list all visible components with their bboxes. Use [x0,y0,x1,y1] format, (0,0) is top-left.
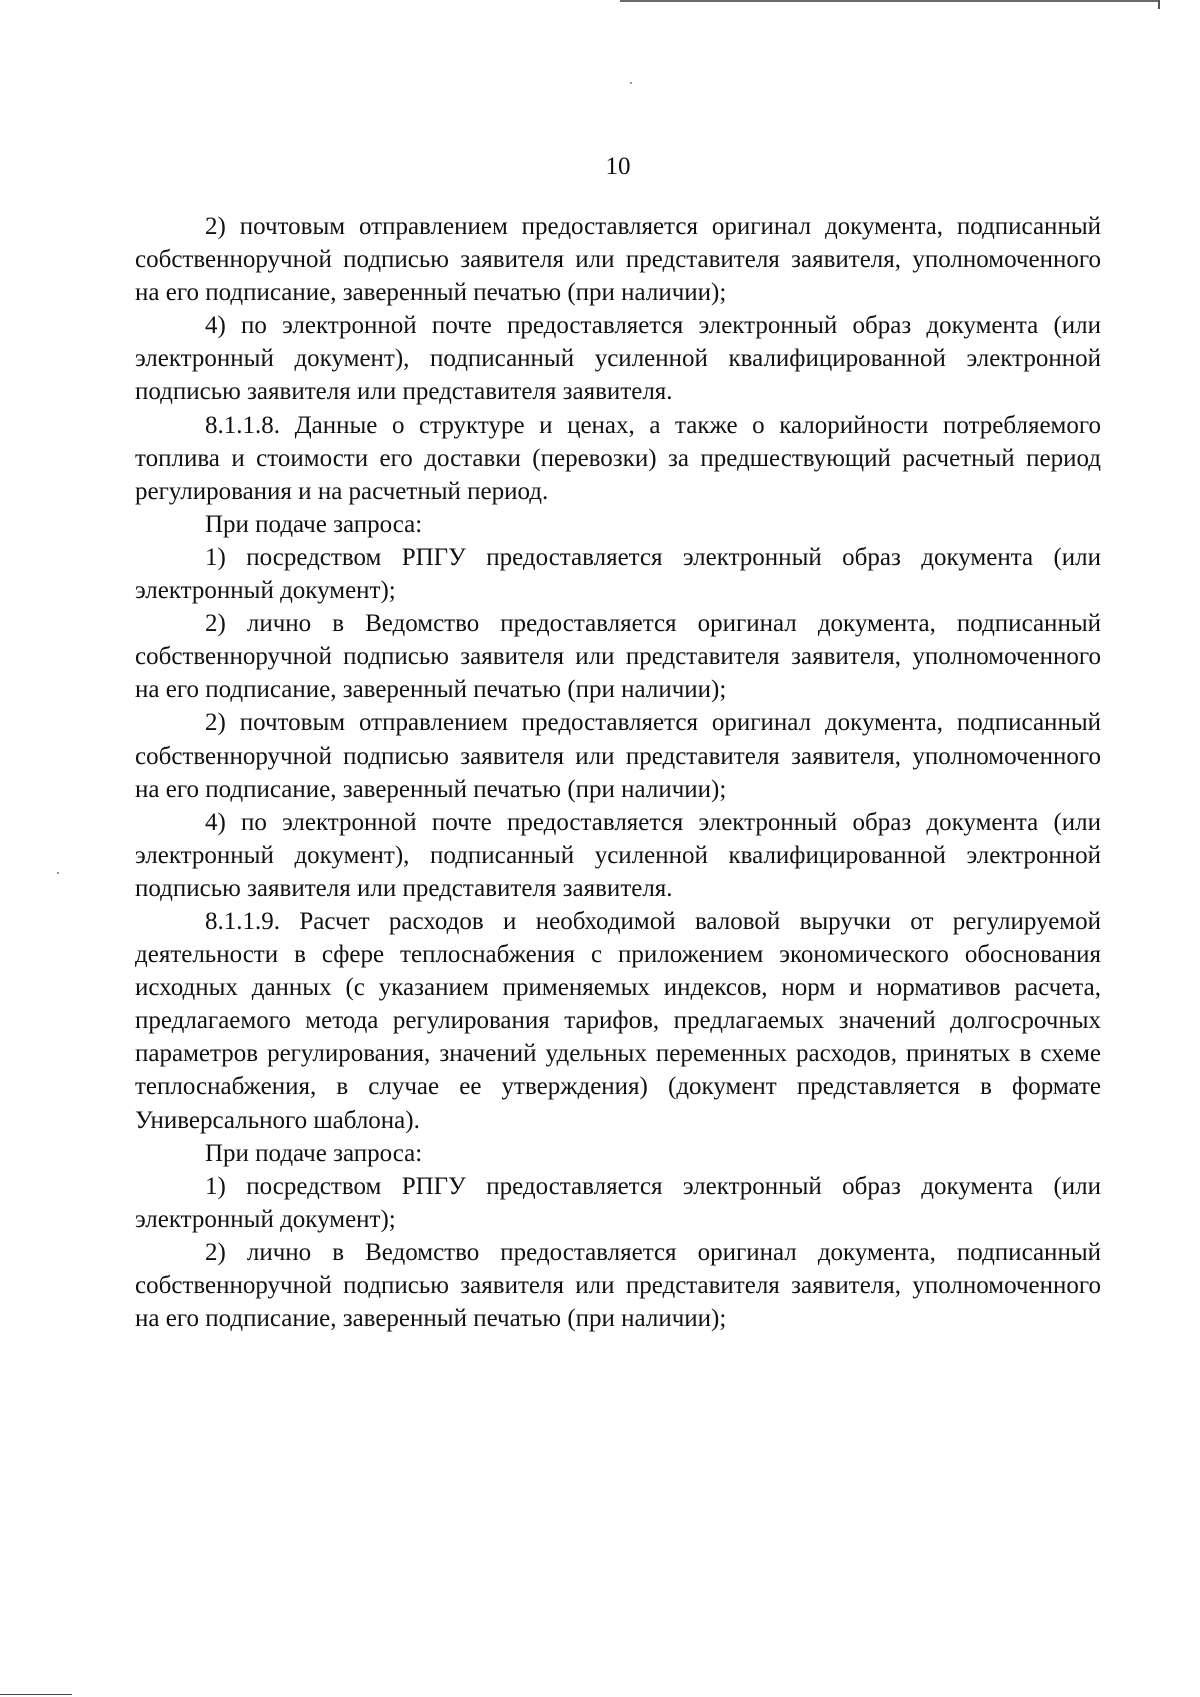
paragraph-postal-2: 2) почтовым отправлением предоставляется оригинал документа, подписанный собственноручной подписью заявителя или представителя заявителя, уполномоченного на его подписание, заверенный печатью (при наличии); [135,709,1101,803]
document-body [135,210,1101,1335]
paragraph-section-8-1-1-8: 8.1.1.8. Данные о структуре и ценах, а также о калорийности потребляемого топлива и стоимости его доставки (перевозки) за предшествующий расчетный период регулирования и на расчетный период. [135,411,1101,505]
paragraph-postal-1: 2) почтовым отправлением предоставляется оригинал документа, подписанный собственноручной подписью заявителя или представителя заявителя, уполномоченного на его подписание, заверенный печатью (при наличии); [135,213,1101,307]
paragraph-rpgu-1: 1) посредством РПГУ предоставляется электронный образ документа (или электронный документ); [135,543,1101,605]
page-number: 10 [605,153,631,180]
paragraph-request-heading-2: При подаче запроса: [205,1139,423,1167]
scan-speck [57,872,59,874]
paragraph-email-1: 4) по электронной почте предоставляется электронный образ документа (или электронный документ), подписанный усиленной квалифицированной электронной подписью заявителя или представителя заявителя. [135,312,1101,406]
paragraph-rpgu-2: 1) посредством РПГУ предоставляется электронный образ документа (или электронный документ); [135,1172,1101,1233]
paragraph-request-heading-1: При подаче запроса: [205,510,423,538]
scan-edge-line [0,1694,72,1695]
paragraph-section-8-1-1-9: 8.1.1.9. Расчет расходов и необходимой валовой выручки от регулируемой деятельности в сфере теплоснабжения с приложением экономического обоснования исходных данных (с указанием применяемых индексов, норм и нормативов расчета, предлагаемого метода регулирования тарифов, предлагаемых значений долгосрочных параметров регулирования, значений удельных переменных расходов, принятых в схеме теплоснабжения, в случае ее утверждения) (документ представляется в формате Универсального шаблона). [135,907,1101,1134]
scan-edge-tick [1158,0,1160,9]
paragraph-email-2: 4) по электронной почте предоставляется электронный образ документа (или электронный документ), подписанный усиленной квалифицированной электронной подписью заявителя или представителя заявителя. [135,808,1101,902]
paragraph-in-person-1: 2) лично в Ведомство предоставляется оригинал документа, подписанный собственноручной подписью заявителя или представителя заявителя, уполномоченного на его подписание, заверенный печатью (при наличии); [135,610,1101,704]
scan-edge-line [620,0,1160,2]
paragraph-in-person-2: 2) лично в Ведомство предоставляется оригинал документа, подписанный собственноручной подписью заявителя или представителя заявителя, уполномоченного на его подписание, заверенный печатью (при наличии); [135,1238,1101,1333]
scan-speck [630,82,632,84]
